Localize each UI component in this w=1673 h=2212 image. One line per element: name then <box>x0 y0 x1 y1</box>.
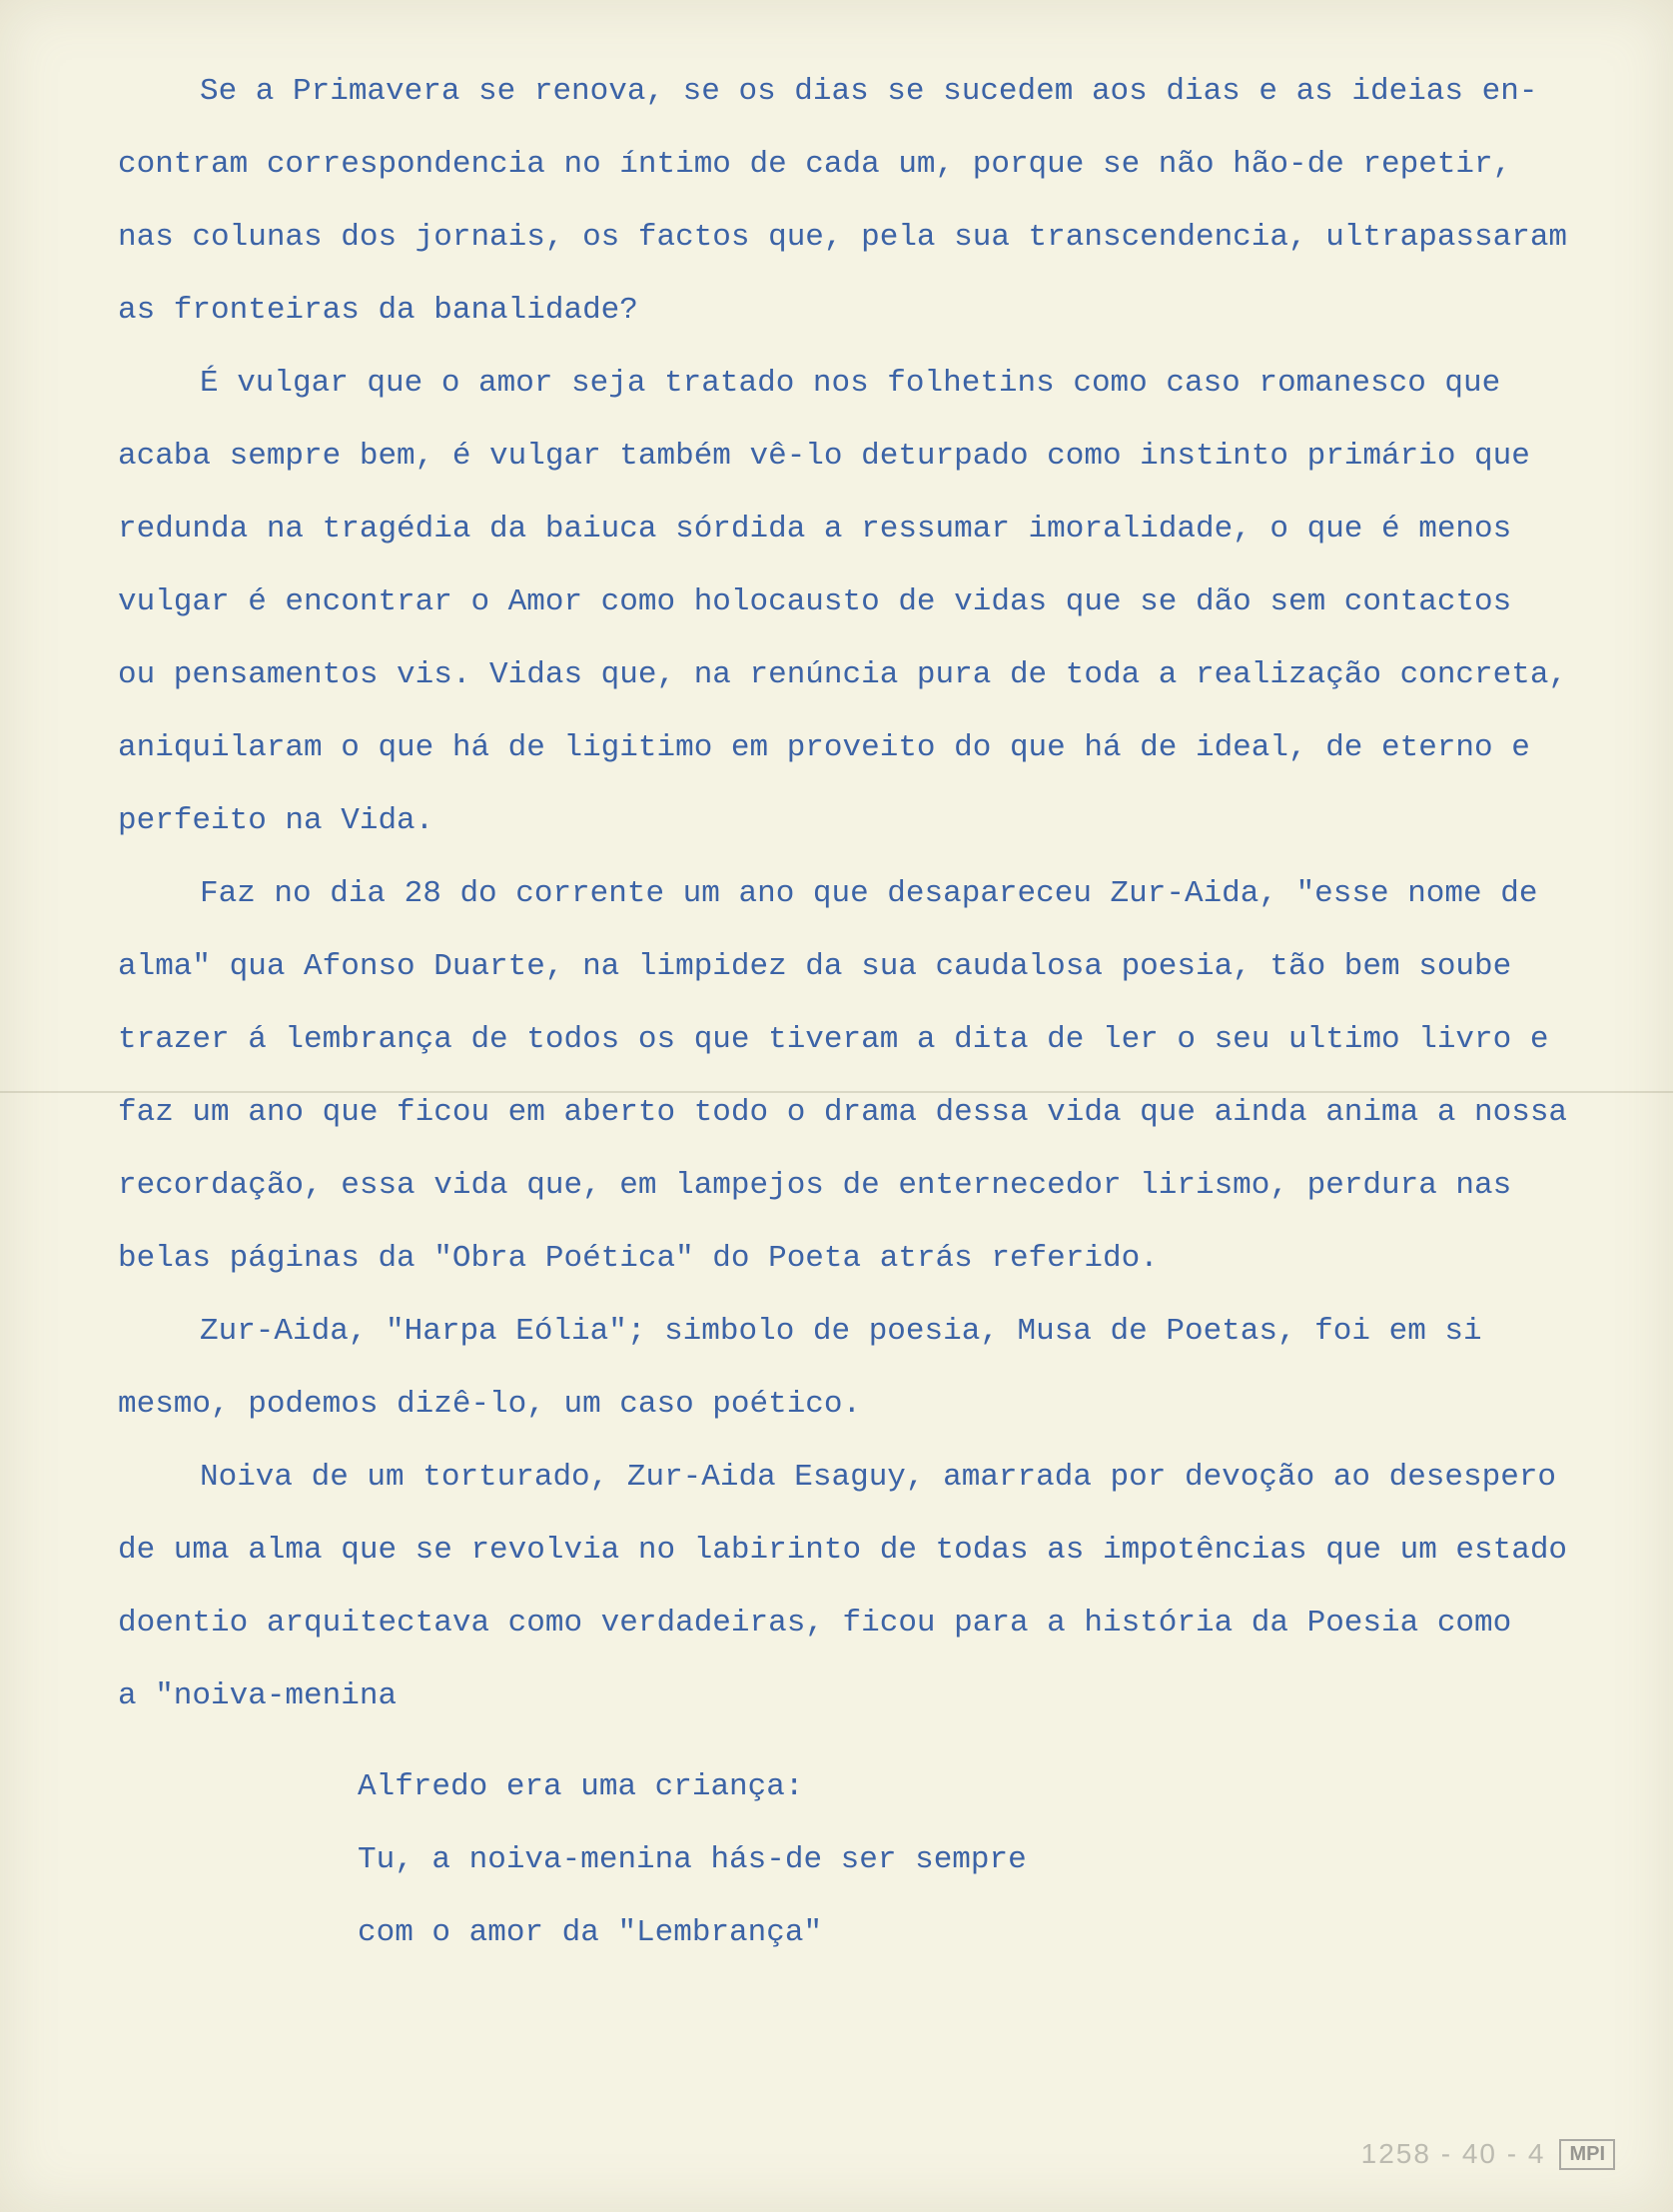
letter-body <box>118 55 1646 1732</box>
text-line: Se a Primavera se renova, se os dias se sucedem aos dias e as ideias en- <box>200 74 1538 109</box>
text-line: redunda na tragédia da baiuca sórdida a ressumar imoralidade, o que é menos <box>118 512 1512 547</box>
text-line: mesmo, podemos dizê-lo, um caso poético. <box>118 1387 862 1422</box>
text-line: a "noiva-menina <box>118 1678 398 1713</box>
text-line: doentio arquitectava como verdadeiras, ficou para a história da Poesia como <box>118 1606 1512 1641</box>
text-line: alma" qua Afonso Duarte, na limpidez da sua caudalosa poesia, tão bem soube <box>118 949 1512 984</box>
text-line: faz um ano que ficou em aberto todo o drama dessa vida que ainda anima a nossa <box>118 1095 1568 1130</box>
text-line: É vulgar que o amor seja tratado nos folhetins como caso romanesco que <box>200 366 1501 401</box>
text-line: recordação, essa vida que, em lampejos de enternecedor lirismo, perdura nas <box>118 1168 1512 1203</box>
text-line: vulgar é encontrar o Amor como holocausto de vidas que se dão sem contactos <box>118 584 1512 619</box>
text-line: contram correspondencia no íntimo de cada um, porque se não hão-de repetir, <box>118 147 1512 182</box>
verse-line: Tu, a noiva-menina hás-de ser sempre <box>358 1842 1027 1877</box>
text-line: belas páginas da "Obra Poética" do Poeta atrás referido. <box>118 1241 1159 1276</box>
verse-line: com o amor da "Lembrança" <box>358 1915 823 1950</box>
verse-quote <box>358 1750 1673 1969</box>
text-line: trazer á lembrança de todos os que tiveram a dita de ler o seu ultimo livro e <box>118 1022 1549 1057</box>
text-line: aniquilaram o que há de ligitimo em proveito do que há de ideal, de eterno e <box>118 730 1530 765</box>
text-line: de uma alma que se revolvia no labirinto de todas as impotências que um estado <box>118 1533 1568 1568</box>
archive-reference: 1258 - 40 - 4 <box>1360 2138 1546 2169</box>
text-line: nas colunas dos jornais, os factos que, pela sua transcendencia, ultrapassaram <box>118 220 1568 255</box>
text-line: Zur-Aida, "Harpa Eólia"; simbolo de poesia, Musa de Poetas, foi em si <box>200 1314 1482 1349</box>
archive-marking <box>1361 2138 1615 2170</box>
text-line: ou pensamentos vis. Vidas que, na renúncia pura de toda a realização concreta, <box>118 657 1568 692</box>
text-line: Faz no dia 28 do corrente um ano que desapareceu Zur-Aida, "esse nome de <box>200 876 1538 911</box>
text-line: Noiva de um torturado, Zur-Aida Esaguy, amarrada por devoção ao desespero <box>200 1460 1557 1495</box>
verse-line: Alfredo era uma criança: <box>358 1769 804 1804</box>
archive-stamp: MPI <box>1559 2139 1615 2170</box>
text-line: as fronteiras da banalidade? <box>118 293 638 328</box>
text-line: perfeito na Vida. <box>118 803 434 838</box>
text-line: acaba sempre bem, é vulgar também vê-lo deturpado como instinto primário que <box>118 439 1530 474</box>
